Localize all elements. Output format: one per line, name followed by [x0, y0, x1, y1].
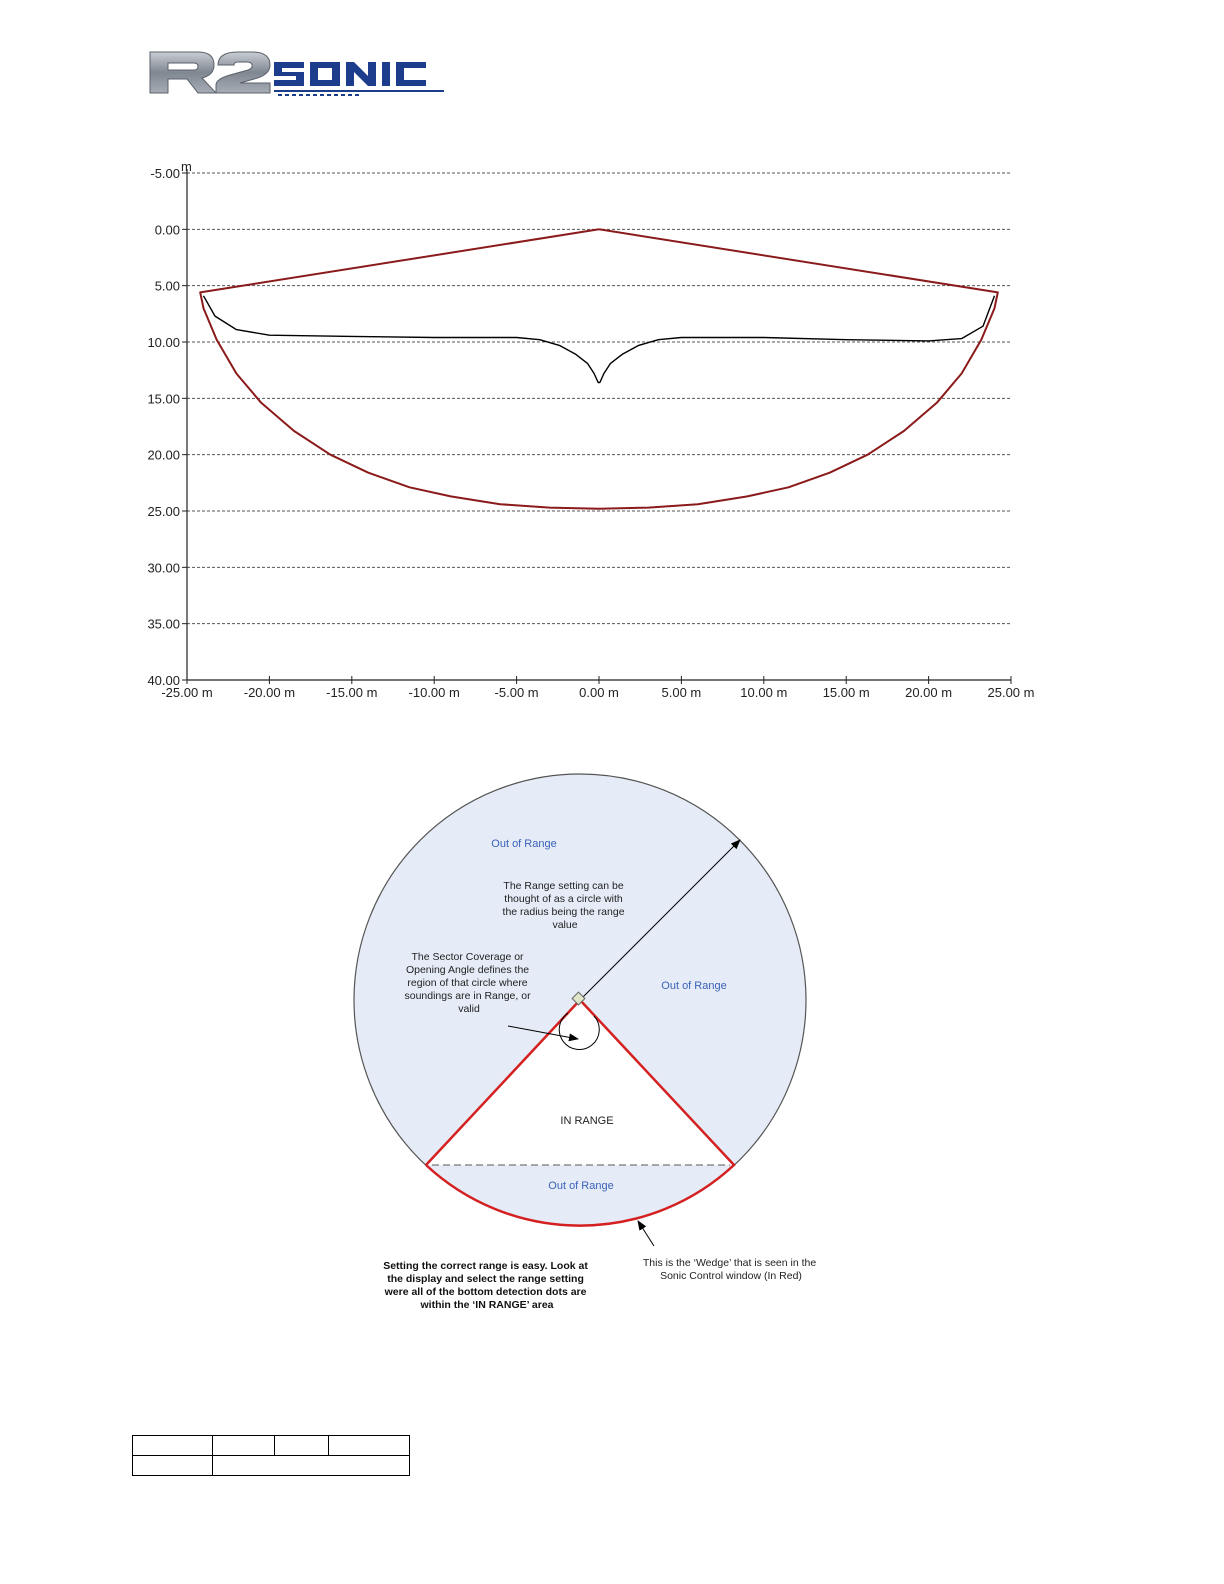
- table-cell: [213, 1436, 275, 1456]
- table-cell: [329, 1436, 410, 1456]
- setting-note: [383, 1260, 591, 1311]
- sector-note-line: Opening Angle defines the: [405, 964, 530, 976]
- out-of-range-top-label: Out of Range: [491, 838, 557, 850]
- logo-sonic-wordmark: [274, 62, 426, 86]
- x-tick-label: -20.00 m: [243, 685, 296, 700]
- x-tick-label: 0.00 m: [579, 685, 619, 700]
- y-tick-label: 10.00: [147, 335, 180, 350]
- wedge-note-line: This is the ‘Wedge’ that is seen in the: [642, 1257, 817, 1269]
- range-wedge-diagram: [340, 760, 860, 1320]
- y-tick-label: 30.00: [147, 560, 180, 576]
- y-tick-label: 0.00: [154, 222, 180, 238]
- y-tick-label: 15.00: [147, 391, 180, 407]
- x-tick-label: -10.00 m: [408, 685, 460, 700]
- wedge-note-line: Sonic Control window (In Red): [660, 1270, 802, 1282]
- logo-dot: [313, 94, 317, 96]
- x-tick-label: 20.00 m: [905, 685, 953, 700]
- y-tick-label: -5.00: [150, 166, 180, 181]
- x-tick-label: 5.00 m: [661, 685, 702, 700]
- table-cell: [133, 1436, 213, 1456]
- logo-r2-mark: [150, 52, 270, 93]
- sector-note-line: valid: [458, 1003, 480, 1015]
- sector-note-line: The Sector Coverage or: [411, 951, 524, 963]
- x-tick-label: -25.00 m: [161, 685, 213, 700]
- logo-dot: [299, 94, 303, 96]
- wedge-note: [643, 1257, 819, 1282]
- logo-dot: [341, 94, 345, 96]
- logo-dot: [334, 94, 338, 96]
- y-tick-label: 35.00: [147, 616, 180, 632]
- logo-dot: [292, 94, 296, 96]
- table-row: [133, 1456, 410, 1476]
- sector-note-line: region of that circle where: [407, 977, 528, 989]
- swath-coverage-chart: [120, 155, 1080, 715]
- r2sonic-logo: [146, 48, 450, 98]
- x-tick-label: -15.00 m: [326, 685, 378, 700]
- y-axis-unit-label: m: [181, 159, 192, 174]
- logo-dot: [348, 94, 352, 96]
- series-bottom-detections: [204, 296, 995, 383]
- series-range-wedge: [200, 229, 998, 508]
- range-note-line: value: [552, 919, 578, 931]
- range-note-line: The Range setting can be: [503, 880, 624, 892]
- wedge-callout-arrow: [638, 1221, 654, 1246]
- logo-dot: [285, 94, 289, 96]
- y-tick-label: 25.00: [147, 504, 180, 519]
- table-cell: [213, 1456, 410, 1476]
- x-tick-label: -5.00 m: [494, 685, 539, 700]
- setting-note-line: were all of the bottom detection dots are: [384, 1286, 587, 1298]
- setting-note-line: the display and select the range setting: [387, 1273, 584, 1285]
- y-tick-label: 20.00: [147, 447, 180, 463]
- logo-dot: [355, 94, 359, 96]
- setting-note-line: Setting the correct range is easy. Look at: [383, 1260, 588, 1272]
- out-of-range-right-label: Out of Range: [661, 980, 727, 992]
- table-cell: [275, 1436, 329, 1456]
- x-tick-label: 15.00 m: [822, 685, 870, 700]
- in-range-label: IN RANGE: [560, 1115, 614, 1127]
- range-note-line: thought of as a circle with: [504, 893, 623, 905]
- logo-dot: [306, 94, 310, 96]
- x-tick-label: 10.00 m: [740, 685, 788, 700]
- y-tick-label: 5.00: [154, 278, 180, 294]
- out-of-range-bottom-label: Out of Range: [548, 1180, 614, 1192]
- range-note-line: the radius being the range: [502, 906, 625, 918]
- document-control-table: [132, 1435, 410, 1476]
- table-row: [133, 1436, 410, 1456]
- sector-note-line: soundings are in Range, or: [404, 990, 531, 1002]
- logo-dot: [278, 94, 282, 96]
- x-tick-label: 25.00 m: [987, 685, 1035, 700]
- table-cell: [133, 1456, 213, 1476]
- setting-note-line: within the ‘IN RANGE’ area: [420, 1299, 554, 1311]
- logo-dot: [327, 94, 331, 96]
- y-tick-label: 40.00: [147, 673, 180, 688]
- logo-underline: [274, 90, 444, 96]
- logo-dot: [320, 94, 324, 96]
